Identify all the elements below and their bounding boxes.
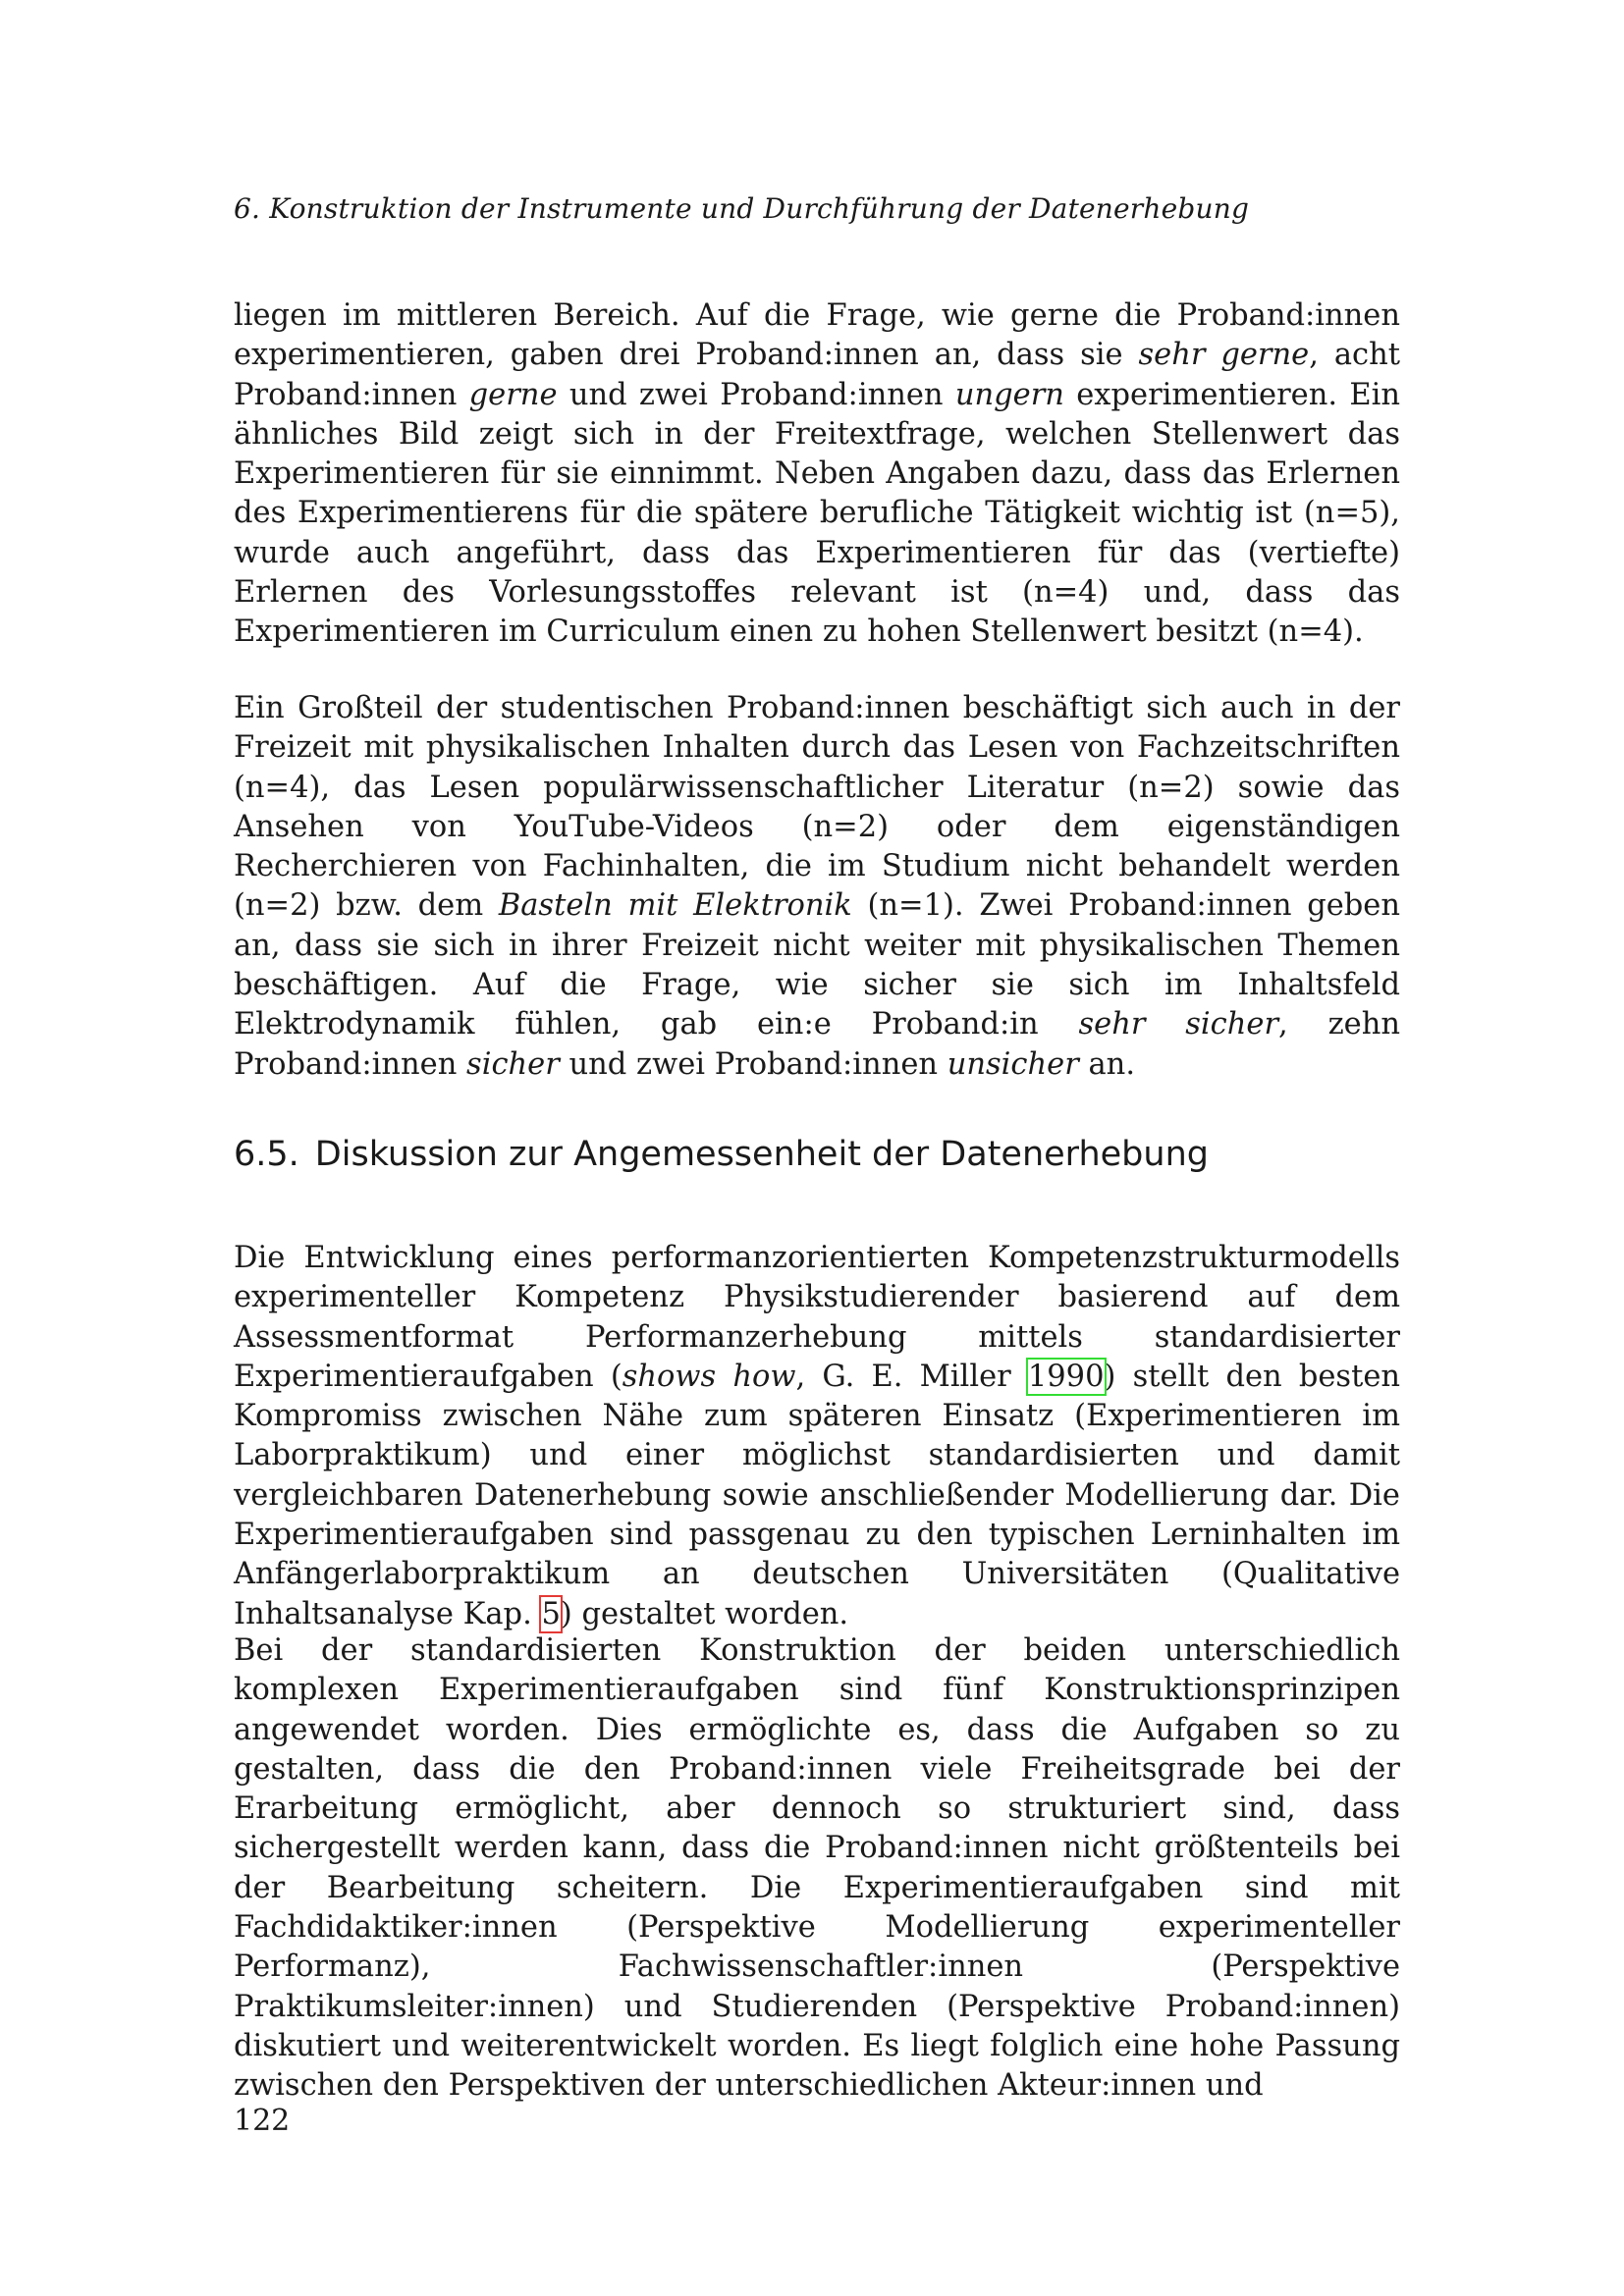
text-run: ) gestaltet worden. — [560, 1596, 849, 1631]
emphasis: sehr gerne — [1138, 338, 1310, 373]
section-title: Diskussion zur Angemessenheit der Datenerhebung — [314, 1135, 1209, 1174]
emphasis: shows how — [622, 1359, 796, 1394]
emphasis: unsicher — [947, 1046, 1079, 1082]
text-run: , acht Proband:innen — [234, 338, 1401, 412]
text-run: an. — [1078, 1046, 1136, 1082]
text-run: und zwei Proband:innen — [559, 1046, 947, 1082]
paragraph-kompetenzmodell — [234, 1239, 1400, 1634]
emphasis: sehr sicher — [1078, 1007, 1279, 1042]
page-number: 122 — [234, 2104, 291, 2138]
emphasis: ungern — [954, 377, 1064, 412]
emphasis: sicher — [466, 1046, 560, 1082]
running-header: 6. Konstruktion der Instrumente und Durchführung der Datenerhebung — [234, 192, 1250, 225]
text-run: experimentieren. Ein ähnliches Bild zeigt sich in der Freitextfrage, welchen Stellenwert das Experimentieren für sie einnimmt. Neben Angaben dazu, dass das Erlernen des Experimentierens für die spätere berufliche Tätigkeit wichtig ist (n=5), wurde auch angeführt, dass das Experimentieren für das (vertiefte) Erlernen des Vorlesungsstoffes relevant ist (n=4) und, dass das Experimentieren im Curriculum einen zu hohen Stellenwert besitzt (n=4). — [234, 377, 1401, 650]
text-run: , G. E. Miller — [795, 1359, 1028, 1394]
text-run: Ein Großteil der studentischen Proband:innen beschäftigt sich auch in der Freizeit mit physikalischen Inhalten durch das Lesen von Fachzeitschriften (n=4), das Lesen populärwissenschaftlicher Literatur (n=2) sowie das Ansehen von YouTube-Videos (n=2) oder dem eigenständigen Recherchieren von Fachinhalten, die im Studium nicht behandelt werden (n=2) bzw. dem — [234, 691, 1400, 924]
paragraph-konstruktion: Bei der standardisierten Konstruktion der beiden unterschiedlich komplexen Experimentieraufgaben sind fünf Konstruktionsprinzipen angewendet worden. Dies ermöglichte es, dass die Aufgaben so zu gestalten, dass die den Proband:innen viele Freiheitsgrade bei der Erarbeitung ermöglicht, aber dennoch so strukturiert sind, dass sichergestellt werden kann, dass die Proband:innen nicht größtenteils bei der Bearbeitung scheitern. Die Experimentieraufgaben sind mit Fachdidaktiker:innen (Perspektive Modellierung experimenteller Performanz), Fachwissenschaftler:innen (Perspektive Praktikumsleiter:innen) und Studierenden (Perspektive Proband:innen) diskutiert und weiterentwickelt worden. Es liegt folglich eine hohe Passung zwischen den Perspektiven der unterschiedlichen Akteur:innen und — [234, 1633, 1400, 2104]
section-heading — [234, 1135, 1209, 1174]
text-run: (n=1). Zwei Proband:innen geben an, dass sie sich in ihrer Freizeit nicht weiter mit physikalischen Themen beschäftigen. Auf die Frage, wie sicher sie sich im Inhaltsfeld Elektrodynamik fühlen, gab ein:e Proband:in — [234, 888, 1400, 1042]
emphasis: gerne — [468, 377, 558, 412]
text-run: ) stellt den besten Kompromiss zwischen Nähe zum späteren Einsatz (Experimentieren im Laborpraktikum) und einer möglichst standardisierten und damit vergleichbaren Datenerhebung sowie anschließender Modellierung dar. Die Experimentieraufgaben sind passgenau zu den typischen Lerninhalten im Anfängerlaborpraktikum an deutschen Universitäten (Qualitative Inhaltsanalyse Kap. — [234, 1359, 1401, 1631]
text-run: , zehn Proband:innen — [234, 1007, 1401, 1082]
emphasis: Basteln mit Elektronik — [498, 888, 852, 924]
paragraph-freizeit — [234, 689, 1400, 1085]
paragraph-experimentieren — [234, 296, 1400, 653]
text-run: liegen im mittleren Bereich. Auf die Frage, wie gerne die Proband:innen experimentieren, gaben drei Proband:innen an, dass sie — [234, 298, 1400, 373]
chapter-ref-link[interactable]: 5 — [541, 1596, 561, 1631]
section-number: 6.5. — [234, 1135, 299, 1174]
text-run: Die Entwicklung eines performanzorientierten Kompetenzstrukturmodells experimenteller Kompetenz Physikstudierender basierend auf dem Assessmentformat Performanzerhebung mittels standardisierter Experimentieraufgaben ( — [234, 1241, 1400, 1394]
citation-link-1990[interactable]: 1990 — [1027, 1359, 1105, 1394]
text-run: und zwei Proband:innen — [557, 377, 955, 412]
